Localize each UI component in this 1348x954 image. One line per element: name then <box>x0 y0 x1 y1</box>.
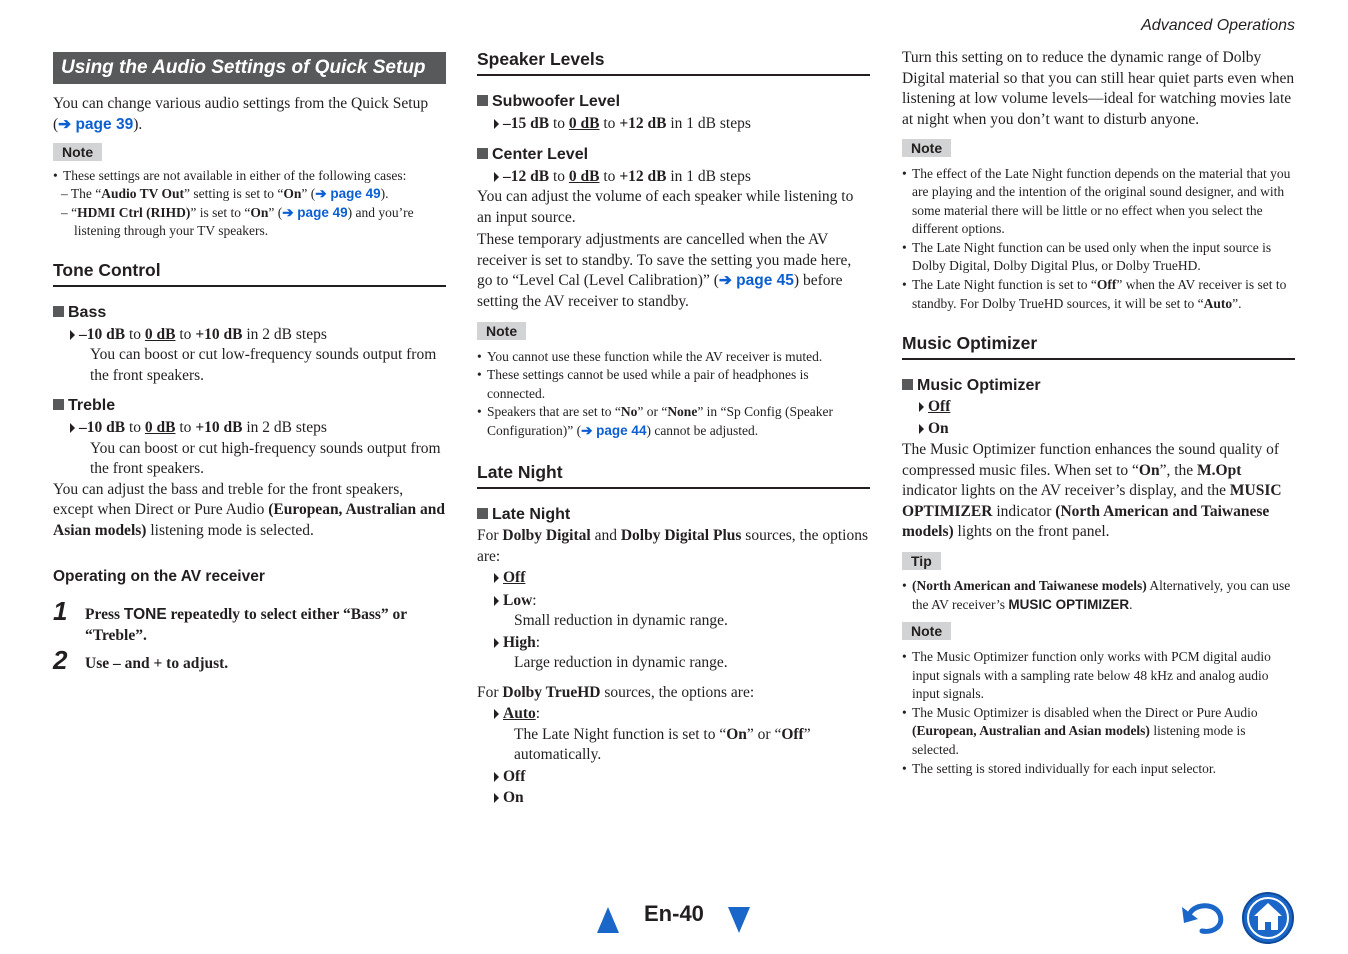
speaker-paragraph-2: These temporary adjustments are cancelled when the AV receiver is set to standby. To save the setting you made here, go to “Level Cal (Level Calibration)” (➔ page 45) before setting the AV receiver to standby. <box>477 231 852 310</box>
step-number: 1 <box>53 596 68 627</box>
note-label: Note <box>902 139 951 157</box>
page-link[interactable]: ➔ page 39 <box>58 115 134 133</box>
option-off-2: Off <box>477 767 870 788</box>
square-bullet-icon <box>902 379 913 390</box>
page-link[interactable]: ➔ page 49 <box>315 186 381 202</box>
dolby-digital-paragraph: For Dolby Digital and Dolby Digital Plus sources, the options are: <box>477 527 868 565</box>
page-link[interactable]: ➔ page 49 <box>282 204 348 220</box>
option-off: Off <box>902 397 1295 418</box>
subwoofer-level-title: Subwoofer Level <box>477 92 870 112</box>
note-item: • You cannot use these function while the AV receiver is muted. <box>477 348 870 367</box>
note-dash-2: – “HDMI Ctrl (RIHD)” is set to “On” (➔ page 49) and you’re <box>61 204 414 220</box>
music-optimizer-title: Music Optimizer <box>902 332 1295 360</box>
note-item: • The Late Night function is set to “Off” when the AV receiver is set to standby. For Dolby TrueHD sources, it will be set to “Auto”. <box>902 276 1295 313</box>
treble-range: –10 dB to 0 dB to +10 dB in 2 dB steps <box>53 418 446 439</box>
triangle-bullet-icon <box>494 638 499 648</box>
square-bullet-icon <box>477 508 488 519</box>
music-optimizer-subtitle: Music Optimizer <box>902 376 1295 396</box>
tone-control-title: Tone Control <box>53 259 446 287</box>
note-label: Note <box>902 622 951 640</box>
next-page-icon[interactable] <box>727 906 751 934</box>
note-bullet: • These settings are not available in either of the following cases: <box>53 167 446 186</box>
center-range: –12 dB to 0 dB to +12 dB in 1 dB steps <box>477 167 870 188</box>
triangle-bullet-icon <box>70 423 75 433</box>
square-bullet-icon <box>477 148 488 159</box>
triangle-bullet-icon <box>70 330 75 340</box>
option-high: High: <box>477 633 870 654</box>
option-on: On <box>902 419 1295 440</box>
bass-range: –10 dB to 0 dB to +10 dB in 2 dB steps <box>53 325 446 346</box>
option-low-desc: Small reduction in dynamic range. <box>514 612 728 630</box>
page-link[interactable]: ➔ page 44 <box>581 422 647 438</box>
page-link[interactable]: ➔ page 45 <box>718 272 794 289</box>
note-dash-2-cont: listening through your TV speakers. <box>74 223 269 239</box>
triangle-bullet-icon <box>494 793 499 803</box>
note-label: Note <box>53 143 102 161</box>
square-bullet-icon <box>477 95 488 106</box>
step-number: 2 <box>53 645 68 676</box>
note-item: • The effect of the Late Night function depends on the material that you are playing and the intention of the original sound designer, and with some material there will be little or no effect when you select the different options. <box>902 165 1295 239</box>
square-bullet-icon <box>53 399 64 410</box>
page-number: En-40 <box>644 901 704 926</box>
option-high-desc: Large reduction in dynamic range. <box>514 654 728 672</box>
speaker-paragraph-1: You can adjust the volume of each speaker while listening to an input source. <box>477 188 854 226</box>
intro-end: ). <box>133 115 143 133</box>
triangle-bullet-icon <box>494 172 499 182</box>
step-2: 2 Use – and + to adjust. <box>53 645 229 676</box>
column-left <box>53 48 446 675</box>
tone-key: TONE <box>123 606 167 624</box>
triangle-bullet-icon <box>494 709 499 719</box>
note-item: • The setting is stored individually for each input selector. <box>902 760 1295 779</box>
triangle-bullet-icon <box>494 596 499 606</box>
column-right <box>902 48 1295 778</box>
option-low: Low: <box>477 591 870 612</box>
square-bullet-icon <box>53 306 64 317</box>
adjust-paragraph: You can adjust the bass and treble for the front speakers, except when Direct or Pure Audio (European, Australian and Asian models) listening mode is selected. <box>53 480 445 539</box>
note-item: • The Late Night function can be used only when the input source is Dolby Digital, Dolby Digital Plus, or Dolby TrueHD. <box>902 239 1295 276</box>
option-off: Off <box>477 568 870 589</box>
truehd-paragraph: For Dolby TrueHD sources, the options are: <box>477 683 755 701</box>
column-middle <box>477 48 870 809</box>
late-night-title: Late Night <box>477 461 870 489</box>
subwoofer-range: –15 dB to 0 dB to +12 dB in 1 dB steps <box>477 114 870 135</box>
tip-block <box>902 577 1295 614</box>
note-block <box>53 167 446 241</box>
note-item: • These settings cannot be used while a pair of headphones is connected. <box>477 366 870 403</box>
music-optimizer-key: MUSIC OPTIMIZER <box>1008 596 1130 612</box>
music-optimizer-notes <box>902 648 1295 778</box>
step-1: 1 Press TONE repeatedly to select either “Bass” or “Treble”. <box>53 596 407 644</box>
triangle-bullet-icon <box>919 402 924 412</box>
home-icon[interactable] <box>1241 891 1295 945</box>
treble-title: Treble <box>53 396 446 416</box>
note-item: • Speakers that are set to “No” or “None” in “Sp Config (Speaker Configuration)” (➔ page 44) cannot be adjusted. <box>477 403 870 440</box>
option-on: On <box>477 788 870 809</box>
late-night-notes <box>902 165 1295 314</box>
note-item: • The Music Optimizer is disabled when the Direct or Pure Audio (European, Australian and Asian models) listening mode is selected. <box>902 704 1295 760</box>
tip-item: • (North American and Taiwanese models) Alternatively, you can use the AV receiver’s MUSIC OPTIMIZER. <box>902 577 1295 614</box>
back-icon[interactable] <box>1180 897 1228 937</box>
note-label: Note <box>477 322 526 340</box>
bass-description: You can boost or cut low-frequency sounds output from the front speakers. <box>90 346 437 384</box>
intro-text: You can change various audio settings from the Quick Setup ( <box>53 95 429 133</box>
late-night-intro: Turn this setting on to reduce the dynamic range of Dolby Digital material so that you can still hear quiet parts even when listening at low volume levels—ideal for watching movies late at night when you don’t want to disturb anyone. <box>902 49 1295 128</box>
triangle-bullet-icon <box>494 119 499 129</box>
previous-page-icon[interactable] <box>596 906 620 934</box>
note-dash-1: – The “Audio TV Out” setting is set to “On” (➔ page 49). <box>61 186 389 202</box>
tip-label: Tip <box>902 552 941 570</box>
music-optimizer-paragraph: The Music Optimizer function enhances the sound quality of compressed music files. When set to “On”, the M.Opt indicator lights on the AV receiver’s display, and the MUSIC OPTIMIZER indicator (North American and Taiwanese models) lights on the front panel. <box>902 441 1282 541</box>
section-header: Advanced Operations <box>1141 17 1295 34</box>
center-level-title: Center Level <box>477 145 870 165</box>
triangle-bullet-icon <box>494 573 499 583</box>
late-night-subtitle: Late Night <box>477 505 870 525</box>
bass-title: Bass <box>53 303 446 323</box>
treble-description: You can boost or cut high-frequency sounds output from the front speakers. <box>90 439 441 478</box>
section-banner: Using the Audio Settings of Quick Setup <box>53 52 446 84</box>
intro-paragraph <box>53 94 446 135</box>
option-auto: Auto: <box>477 704 870 725</box>
triangle-bullet-icon <box>494 772 499 782</box>
triangle-bullet-icon <box>919 424 924 434</box>
note-item: • The Music Optimizer function only works with PCM digital audio input signals with a sampling rate below 48 kHz and analog audio input signals. <box>902 648 1295 704</box>
operating-title: Operating on the AV receiver <box>53 568 265 586</box>
speaker-notes <box>477 348 870 441</box>
speaker-levels-title: Speaker Levels <box>477 48 870 76</box>
option-auto-desc: The Late Night function is set to “On” or “Off” automatically. <box>514 725 811 764</box>
